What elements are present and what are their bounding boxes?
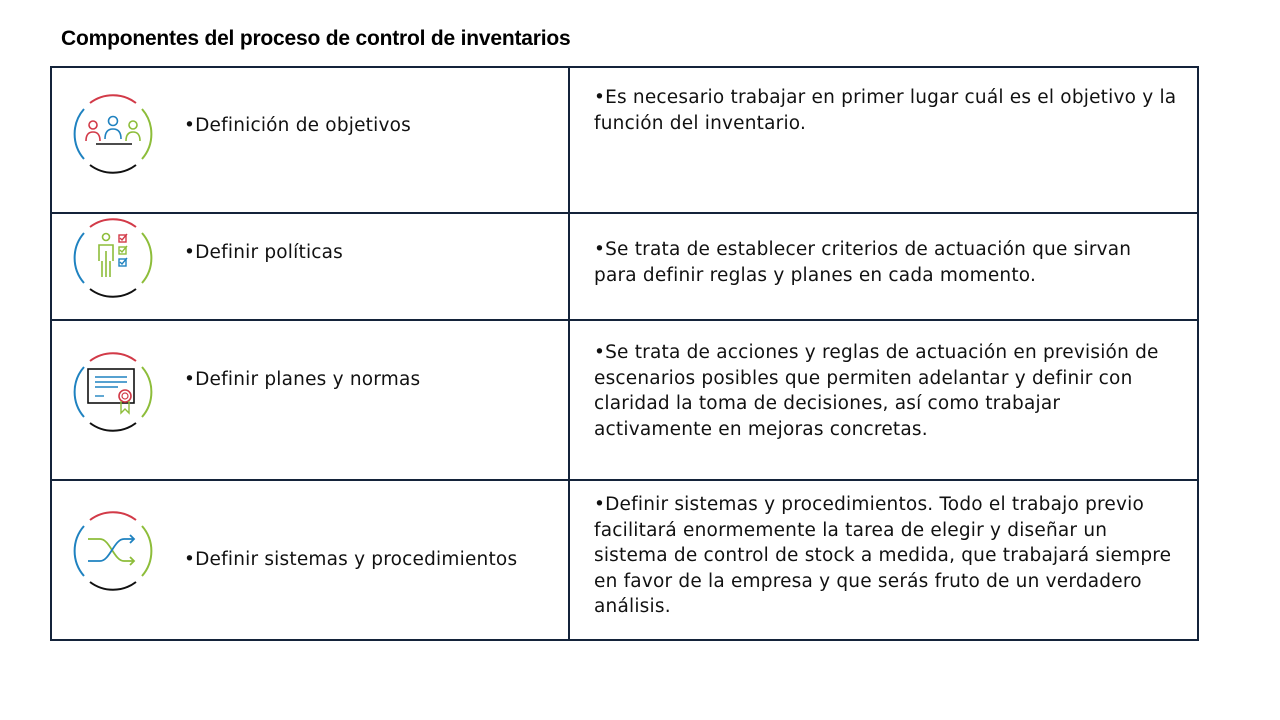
people-meeting-icon: [70, 91, 156, 177]
components-table: [50, 66, 1199, 641]
person-checklist-icon: [70, 215, 156, 301]
table-row-1-right: [570, 68, 1197, 214]
row-description: •Se trata de establecer criterios de actuación que sirvan para definir reglas y planes en cada momento.: [594, 239, 1132, 286]
table-row-2-right: [570, 214, 1197, 321]
table-row-3-left: [52, 321, 570, 481]
page-title: Componentes del proceso de control de inventarios: [61, 27, 571, 50]
row-label: •Definición de objetivos: [184, 115, 411, 136]
row-description: •Es necesario trabajar en primer lugar cuál es el objetivo y la función del inventario.: [594, 87, 1177, 134]
row-description: •Se trata de acciones y reglas de actuación en previsión de escenarios posibles que permiten adelantar y definir con claridad la toma de decisiones, así como trabajar activamente en mejoras concretas.: [594, 342, 1159, 440]
row-description: •Definir sistemas y procedimientos. Todo el trabajo previo facilitará enormemente la tarea de elegir y diseñar un sistema de control de stock a medida, que trabajará siempre en favor de la empresa y que serás fruto de un verdadero análisis.: [594, 494, 1172, 618]
table-row-3-right: [570, 321, 1197, 481]
table-row-1-left: [52, 68, 570, 214]
row-label: •Definir planes y normas: [184, 369, 421, 390]
table-row-4-left: [52, 481, 570, 639]
row-label: •Definir sistemas y procedimientos: [184, 549, 518, 570]
shuffle-arrows-icon: [70, 508, 156, 594]
table-row-2-left: [52, 214, 570, 321]
certificate-icon: [70, 349, 156, 435]
row-label: •Definir políticas: [184, 242, 344, 263]
table-row-4-right: [570, 481, 1197, 639]
